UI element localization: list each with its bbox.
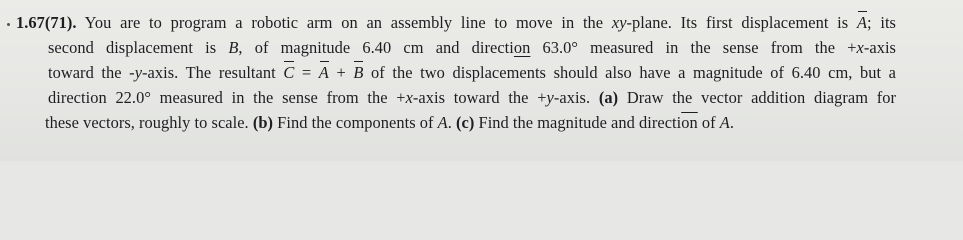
problem-line-5: these vectors, roughly to scale. (b) Find the components of A. (c) Find the magnitude and direction of A. <box>45 113 735 132</box>
problem-line-3: toward the -y-axis. The resultant C = A + B of the two displacements should also have a magnitude of 6.40 cm, but a <box>16 60 896 85</box>
part-a-label: (a) <box>598 88 619 107</box>
overlined-text: on <box>681 113 698 132</box>
vector-a: A <box>437 113 448 132</box>
vector-a: A <box>719 113 730 132</box>
problem-line-4: direction 22.0° measured in the sense from the +x-axis toward the +y-axis. (a) Draw the vector addition diagram for <box>48 88 897 107</box>
vector-b: B <box>353 60 363 85</box>
xy-plane-label: xy <box>611 13 627 32</box>
vector-a: A <box>857 10 867 35</box>
bullet-dot <box>7 23 10 26</box>
vector-a: A <box>319 60 329 85</box>
problem-line-2: second displacement is B, of magnitude 6.40 cm and direction 63.0° measured in the sense from the +x-axis <box>48 38 896 57</box>
vector-c: C <box>283 60 294 85</box>
problem-line-1: 1.67(71). You are to program a robotic arm on an assembly line to move in the xy-plane. Its first displacement is A; its <box>16 10 896 35</box>
part-c-label: (c) <box>456 113 475 132</box>
underlined-text: on <box>513 38 531 57</box>
vector-b: B <box>228 38 239 57</box>
problem-text <box>16 10 896 135</box>
part-b-label: (b) <box>252 113 274 132</box>
problem-number: 1.67(71). <box>16 13 77 32</box>
